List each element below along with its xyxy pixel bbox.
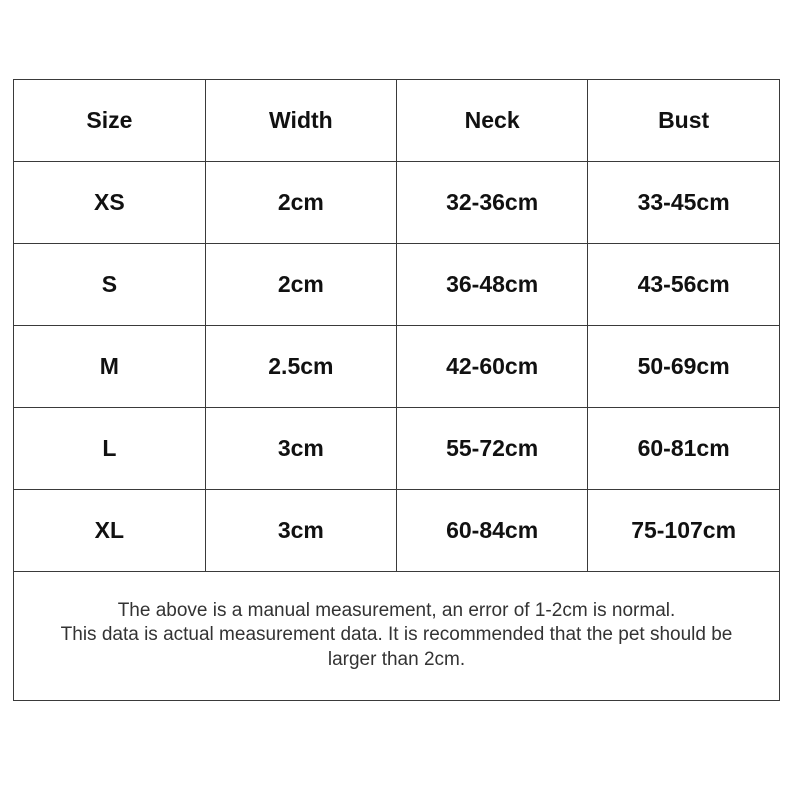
- cell-neck: 42-60cm: [397, 326, 588, 408]
- header-size: Size: [14, 80, 205, 162]
- cell-bust: 33-45cm: [588, 162, 779, 244]
- cell-size: XL: [14, 490, 205, 572]
- cell-size: L: [14, 408, 205, 490]
- cell-width: 2.5cm: [205, 326, 396, 408]
- measurement-note: [14, 572, 779, 699]
- cell-size: XS: [14, 162, 205, 244]
- cell-size: M: [14, 326, 205, 408]
- cell-bust: 43-56cm: [588, 244, 779, 326]
- size-chart: [13, 79, 780, 701]
- cell-size: S: [14, 244, 205, 326]
- table-row: [14, 326, 779, 408]
- header-bust: Bust: [588, 80, 779, 162]
- cell-width: 3cm: [205, 408, 396, 490]
- table-row: [14, 490, 779, 572]
- header-width: Width: [205, 80, 396, 162]
- cell-neck: 32-36cm: [397, 162, 588, 244]
- cell-neck: 55-72cm: [397, 408, 588, 490]
- cell-width: 2cm: [205, 162, 396, 244]
- cell-width: 2cm: [205, 244, 396, 326]
- table-header-row: [14, 80, 779, 162]
- header-neck: Neck: [397, 80, 588, 162]
- cell-neck: 36-48cm: [397, 244, 588, 326]
- table-row: [14, 244, 779, 326]
- cell-bust: 50-69cm: [588, 326, 779, 408]
- cell-bust: 75-107cm: [588, 490, 779, 572]
- table-row: [14, 162, 779, 244]
- size-table: [14, 80, 779, 572]
- note-line: This data is actual measurement data. It is recommended that the pet should be: [60, 624, 733, 646]
- cell-neck: 60-84cm: [397, 490, 588, 572]
- note-line: The above is a manual measurement, an error of 1-2cm is normal.: [117, 599, 676, 621]
- table-row: [14, 408, 779, 490]
- note-line: larger than 2cm.: [327, 648, 466, 670]
- cell-width: 3cm: [205, 490, 396, 572]
- cell-bust: 60-81cm: [588, 408, 779, 490]
